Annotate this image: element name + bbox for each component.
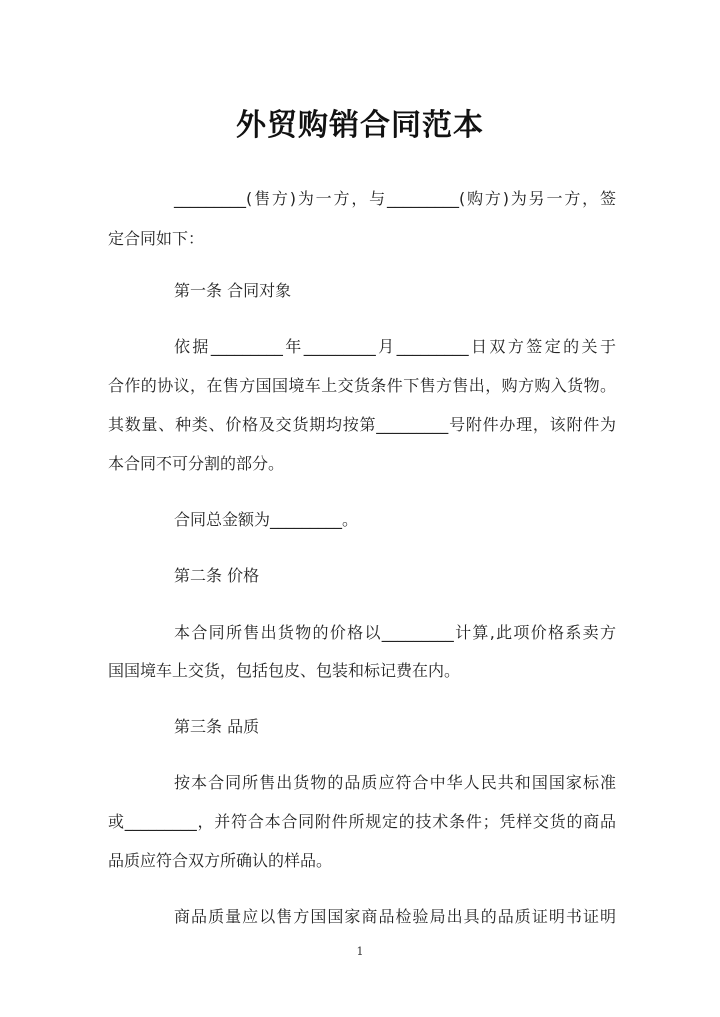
article-heading: 第一条 合同对象 <box>174 281 292 300</box>
paragraph-line: 国国境车上交货，包括包皮、包装和标记费在内。 <box>108 661 461 680</box>
article-heading: 第二条 价格 <box>174 566 260 585</box>
paragraph-line: 依据_________年_________月_________日双方签定的关于 <box>174 337 616 356</box>
document-title: 外贸购销合同范本 <box>236 108 484 143</box>
paragraph-line: 其数量、种类、价格及交货期均按第_________号附件办理，该附件为 <box>108 415 616 434</box>
paragraph-line: _________(售方)为一方，与_________(购方)为另一方，签 <box>174 189 616 208</box>
page-number: 1 <box>356 945 364 958</box>
paragraph-line: 合同总金额为_________。 <box>174 510 359 529</box>
paragraph-line: 商品质量应以售方国国家商品检验局出具的品质证明书证明 <box>174 907 616 926</box>
paragraph-line: 本合同所售出货物的价格以_________计算,此项价格系卖方 <box>174 623 616 642</box>
paragraph-line: 合作的协议，在售方国国境车上交货条件下售方售出，购方购入货物。 <box>108 376 616 395</box>
paragraph-line: 按本合同所售出货物的品质应符合中华人民共和国国家标准 <box>174 773 616 792</box>
paragraph-line: 定合同如下： <box>108 229 205 248</box>
paragraph-line: 或_________，并符合本合同附件所规定的技术条件；凭样交货的商品 <box>108 812 616 831</box>
paragraph-line: 本合同不可分割的部分。 <box>108 454 285 473</box>
paragraph-line: 品质应符合双方所确认的样品。 <box>108 851 333 870</box>
article-heading: 第三条 品质 <box>174 717 260 736</box>
